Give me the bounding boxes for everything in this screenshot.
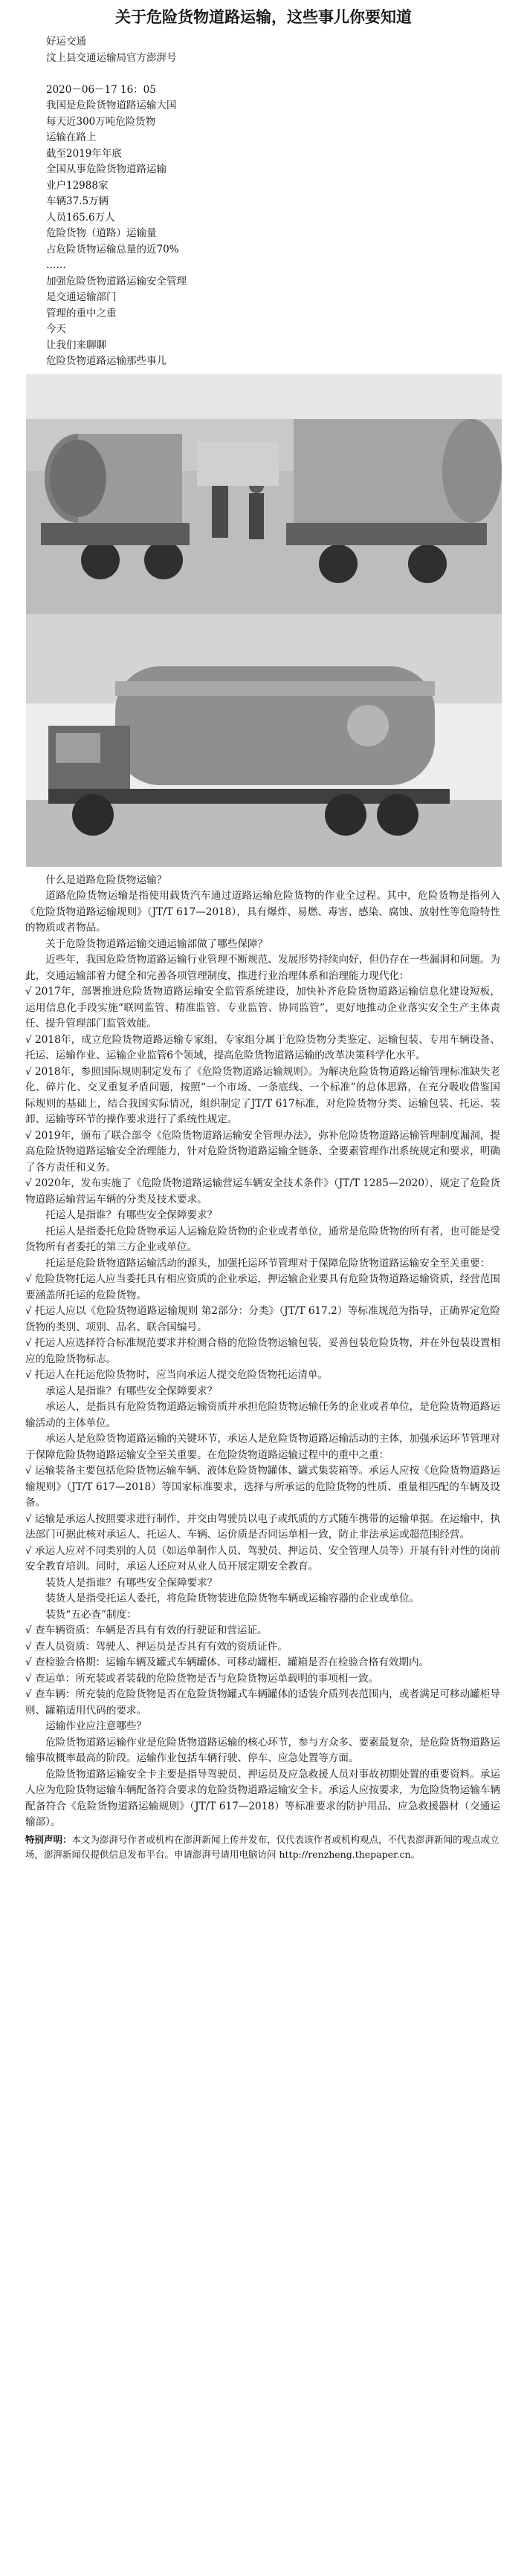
paragraph: 危险货物道路运输作业是危险货物道路运输的核心环节，参与方众多、要素最复杂，是危险货物道路运输事故概率最高的阶段。运输作业包括车辆行驶、停车、应急处置等方面。	[25, 1736, 500, 1764]
checklist-item: √ 运输装备主要包括危险货物运输车辆、液体危险货物罐体、罐式集装箱等。承运人应按《危险货物道路运输规则》（JT/T 617—2018）等国家标准要求，选择与所承运的危险货物的性质、重量相匹配的车辆及设备。	[25, 1465, 500, 1509]
intro-line: 我国是危险货物道路运输大国	[46, 100, 177, 111]
intro-line: 2020－06－17 16：05	[46, 83, 156, 96]
checklist-item: √ 2018年，成立危险货物道路运输专家组，专家组分属于危险货物分类鉴定、运输包装、专用车辆设备、托运、运输作业、运输企业监管6个领域，提高危险货物道路运输的改革决策科学化水平。	[25, 1033, 500, 1061]
intro-line: 全国从事危险货物道路运输	[46, 163, 166, 175]
paragraph: 道路危险货物运输是指使用载货汽车通过道路运输危险货物的作业全过程。其中，危险货物是指列入《危险货物道路运输规则》（JT/T 617—2018），具有爆炸、易燃、毒害、感染、腐蚀、放射性等危险特性的物质或者物品。	[25, 890, 500, 934]
tanker-truck-photo	[26, 614, 502, 867]
paragraph: 近些年，我国危险货物道路运输行业管理不断规范、发展形势持续向好，但仍存在一些漏洞和问题。为此，交通运输部着力健全和完善各项管理制度，推进行业治理体系和治理能力现代化：	[25, 954, 500, 982]
checklist-item: √ 查运单：所充装或者装载的危险货物是否与危险货物运单载明的事项相一致。	[25, 1672, 379, 1685]
intro-line: 占危险货物运输总量的近70%	[46, 243, 179, 256]
paragraph: 托运人是指谁？有哪些安全保障要求？	[45, 1209, 218, 1221]
intro-line: 人员165.6万人	[46, 211, 115, 224]
intro-line: 截至2019年年底	[46, 147, 122, 160]
intro-block	[46, 34, 527, 370]
intro-line: 让我们来聊聊	[46, 339, 106, 351]
intro-line: 加强危险货物道路运输安全管理	[46, 275, 187, 287]
paragraph: 什么是道路危险货物运输？	[45, 874, 167, 886]
intro-line: 车辆37.5万辆	[46, 195, 109, 207]
checklist-item: √ 托运人应选择符合标准规范要求并检测合格的危险货物运输包装，妥善包装危险货物，并在外包装设置相应的危险货物标志。	[25, 1337, 500, 1365]
checklist-item: √ 查人员资质：驾驶人、押运员是否具有有效的资质证件。	[25, 1640, 288, 1653]
checklist-item: √ 2019年，颁布了联合部令《危险货物道路运输安全管理办法》，弥补危险货物道路运输管理制度漏洞，提高危险货物道路运输安全治理能力，针对危险货物道路运输全链条、全要素管理作出系统规定和要求，明确了各方责任和义务。	[25, 1129, 500, 1174]
tanker-trucks-illustration	[26, 374, 502, 614]
special-notice	[0, 1832, 527, 1862]
intro-line: 每天近300万吨危险货物	[46, 115, 156, 128]
intro-line: 今天	[46, 323, 66, 335]
intro-line: 管理的重中之重	[46, 307, 117, 319]
tanker-trucks-photo	[26, 374, 502, 614]
checklist-item: √ 查车辆资质：车辆是否具有有效的行驶证和营运证。	[25, 1624, 268, 1636]
paragraph: 关于危险货物道路运输交通运输部做了哪些保障？	[45, 937, 268, 950]
checklist-item: √ 运输是承运人按照要求进行制作，并交由驾驶员以电子或纸质的方式随车携带的运输单据。在运输中，执法部门可据此核对承运人、托运人、车辆、运价质是否同运单相一致，防止非法承运或超范围经营。	[25, 1512, 500, 1541]
intro-line: 好运交通	[46, 36, 86, 48]
checklist-item: √ 2017年，部署推进危险货物道路运输安全监管系统建设，加快补齐危险货物道路运输信息化建设短板，运用信息化手段实施“联网监管、精准监管、专业监管、协同监管”，更好地推动企业落实安全生产主体责任、提升管理部门监管效能。	[25, 986, 500, 1030]
intro-line: 汶上县交通运输局官方澎湃号	[46, 51, 177, 64]
checklist-item: √ 2020年，发布实施了《危险货物道路运输营运车辆安全技术条件》（JT/T 1285—2020），规定了危险货物道路运输营运车辆的分类及技术要求。	[25, 1177, 500, 1206]
paragraph: 承运人是危险货物道路运输的关键环节，承运人是危险货物道路运输活动的主体，加强承运环节管理对于保障危险货物道路运输安全至关重要。在危险货物道路运输过程中的重中之重：	[25, 1433, 500, 1461]
checklist-item: √ 危险货物托运人应当委托具有相应资质的企业承运，押运输企业要具有危险货物道路运输资质，经营范围要涵盖所托运的危险货物。	[25, 1273, 500, 1301]
checklist-item: √ 查检验合格期：运输车辆及罐式车辆罐体、可移动罐柜、罐箱是否在检验合格有效期内。	[25, 1656, 430, 1668]
checklist-item: √ 2018年，参照国际规则制定发布了《危险货物道路运输规则》。为解决危险货物道路运输管理标准缺失老化、碎片化、交叉重复矛盾问题，按照“一个市场、一条底线、一个标准”的总体思路，在充分吸收借鉴国际规则的基础上，结合我国实际情况，组织制定了JT/T 617标准，对危险货物分类、运输包装、托运、装卸、运输等环节的操作要求进行了系统性规定。	[25, 1065, 500, 1125]
paragraph: 装货人是指谁？有哪些安全保障要求？	[45, 1576, 218, 1589]
intro-line: 危险货物（道路）运输量	[46, 227, 157, 239]
paragraph: 托运是危险货物道路运输活动的源头，加强托运环节管理对于保障危险货物道路运输安全至关重要：	[45, 1257, 491, 1269]
notice-text: 本文为澎湃号作者或机构在澎湃新闻上传并发布，仅代表该作者或机构观点，不代表澎湃新闻的观点或立场，澎湃新闻仅提供信息发布平台。申请澎湃号请用电脑访问 http://renzheng.thepaper.cn。	[25, 1833, 499, 1860]
article-body	[0, 873, 527, 1831]
checklist-item: √ 托运人在托运危险货物时，应当向承运人提交危险货物托运清单。	[25, 1369, 329, 1381]
paragraph: 运输作业应注意哪些？	[45, 1720, 147, 1732]
checklist-item: √ 托运人应以《危险货物道路运输规则 第2部分：分类》（JT/T 617.2）等标准规范为指导，正确界定危险货物的类别、项别、品名、联合国编号。	[25, 1305, 500, 1333]
paragraph: 承运人是指谁？有哪些安全保障要求？	[45, 1385, 218, 1397]
tanker-truck-illustration	[26, 614, 502, 867]
intro-line: 运输在路上	[46, 131, 97, 143]
paragraph: 承运人，是指具有危险货物道路运输资质并承担危险货物运输任务的企业或者单位，是危险货物道路运输活动的主体单位。	[25, 1401, 500, 1429]
article-title: 关于危险货物道路运输，这些事儿你要知道	[115, 7, 412, 26]
paragraph: 装货人是指受托运人委托，将危险货物装进危险货物车辆或运输容器的企业或单位。	[45, 1593, 420, 1604]
paragraph: 装货“五必查”制度：	[45, 1608, 137, 1621]
paragraph: 危险货物道路运输安全卡主要是指导驾驶员、押运员及应急救援人员对事故初期处置的重要资料。承运人应为危险货物运输车辆配备符合要求的危险货物道路运输安全卡。承运人应按要求，为危险货物运输车辆配备符合《危险货物道路运输规则》（JT/T 617—2018）等标准要求的防护用品、应急救援器材（交通运输部）。	[25, 1768, 500, 1828]
intro-line: ……	[46, 259, 66, 271]
intro-line: 危险货物道路运输那些事儿	[46, 355, 166, 367]
intro-line: 是交通运输部门	[46, 291, 117, 303]
notice-label: 特别声明：	[25, 1833, 72, 1845]
paragraph: 托运人是指委托危险货物承运人运输危险货物的企业或者单位，通常是危险货物的所有者，也可能是受货物所有者委托的第三方企业或单位。	[25, 1225, 500, 1253]
checklist-item: √ 查车辆：所充装的危险货物是否在危险货物罐式车辆罐体的适装介质列表范围内，或者满足可移动罐柜导则、罐箱适用代码的要求。	[25, 1688, 500, 1717]
intro-line: 业户12988家	[46, 179, 109, 192]
intro-line	[46, 66, 527, 82]
checklist-item: √ 承运人应对不同类别的人员（如运单制作人员、驾驶员、押运员、安全管理人员等）开展有针对性的岗前安全教育培训。同时，承运人还应对从业人员开展定期安全教育。	[25, 1544, 500, 1572]
